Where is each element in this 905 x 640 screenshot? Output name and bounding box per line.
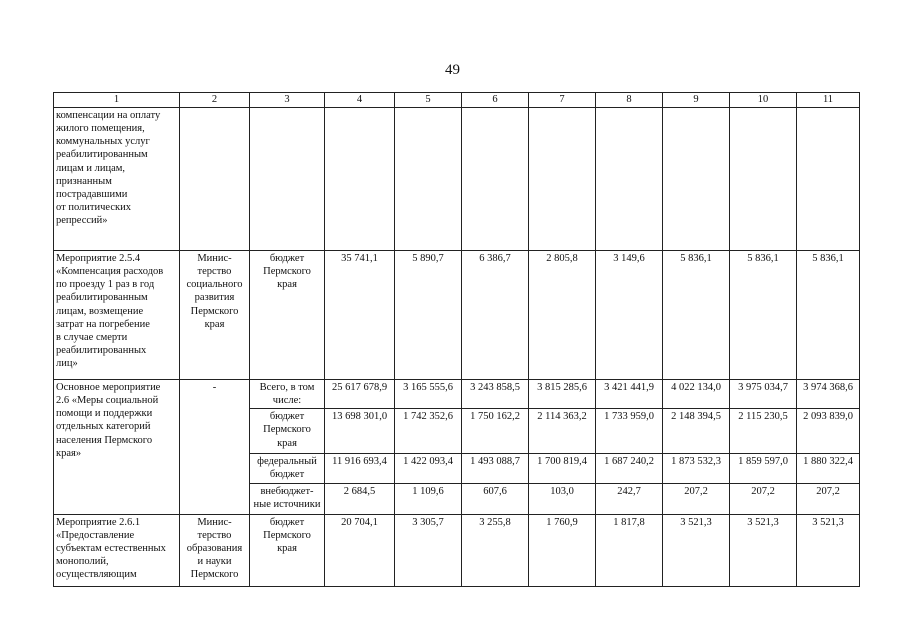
amount-cell bbox=[730, 108, 797, 251]
executor-cell bbox=[180, 380, 250, 515]
amount-cell: 1 733 959,0 bbox=[596, 409, 663, 454]
amount-cell: 607,6 bbox=[462, 483, 529, 514]
column-header: 10 bbox=[730, 93, 797, 108]
amount-cell bbox=[596, 108, 663, 251]
activity-name-cell bbox=[54, 380, 180, 515]
funding-source: внебюджет- ные источники bbox=[253, 485, 321, 510]
funding-source: бюджет Пермского края bbox=[263, 253, 311, 291]
executor-cell bbox=[180, 251, 250, 380]
table-row bbox=[54, 380, 860, 409]
header-row bbox=[54, 93, 860, 108]
activity-name-cell bbox=[54, 108, 180, 251]
amount-cell bbox=[529, 108, 596, 251]
amount-cell: 5 836,1 bbox=[730, 251, 797, 380]
amount-cell bbox=[663, 108, 730, 251]
amount-cell: 2 684,5 bbox=[325, 483, 395, 514]
amount-cell: 25 617 678,9 bbox=[325, 380, 395, 409]
amount-cell: 3 521,3 bbox=[730, 514, 797, 586]
amount-cell: 3 243 858,5 bbox=[462, 380, 529, 409]
amount-cell: 2 114 363,2 bbox=[529, 409, 596, 454]
amount-cell: 3 165 555,6 bbox=[395, 380, 462, 409]
activity-name-cell bbox=[54, 514, 180, 586]
amount-cell: 20 704,1 bbox=[325, 514, 395, 586]
funding-source: Всего, в том числе: bbox=[259, 382, 315, 407]
amount-cell bbox=[325, 108, 395, 251]
amount-cell: 4 022 134,0 bbox=[663, 380, 730, 409]
amount-cell: 3 521,3 bbox=[663, 514, 730, 586]
page-number: 49 bbox=[445, 62, 460, 78]
amount-cell: 2 805,8 bbox=[529, 251, 596, 380]
amount-cell bbox=[462, 108, 529, 251]
amount-cell: 1 109,6 bbox=[395, 483, 462, 514]
executor: Минис- терство социального развития Пермского края bbox=[186, 253, 243, 330]
table-row bbox=[54, 251, 860, 380]
amount-cell: 103,0 bbox=[529, 483, 596, 514]
amount-cell: 3 815 285,6 bbox=[529, 380, 596, 409]
amount-cell: 3 149,6 bbox=[596, 251, 663, 380]
executor: Минис- терство образования и науки Пермского bbox=[186, 516, 243, 580]
funding-source-cell bbox=[250, 251, 325, 380]
amount-cell: 1 422 093,4 bbox=[395, 454, 462, 483]
amount-cell: 5 836,1 bbox=[663, 251, 730, 380]
amount-cell: 3 974 368,6 bbox=[797, 380, 860, 409]
funding-source-cell bbox=[250, 514, 325, 586]
funding-source: бюджет Пермского края bbox=[263, 516, 311, 554]
activity-name: Мероприятие 2.6.1 «Предоставление субъектам естественных монополий, осуществляющим bbox=[56, 516, 166, 580]
amount-cell bbox=[797, 108, 860, 251]
funding-source-cell bbox=[250, 108, 325, 251]
amount-cell: 6 386,7 bbox=[462, 251, 529, 380]
column-header: 8 bbox=[596, 93, 663, 108]
executor-cell bbox=[180, 514, 250, 586]
amount-cell: 242,7 bbox=[596, 483, 663, 514]
amount-cell: 3 255,8 bbox=[462, 514, 529, 586]
funding-source-cell bbox=[250, 409, 325, 454]
amount-cell: 13 698 301,0 bbox=[325, 409, 395, 454]
amount-cell: 1 760,9 bbox=[529, 514, 596, 586]
activity-name-cell bbox=[54, 251, 180, 380]
column-header: 9 bbox=[663, 93, 730, 108]
column-header: 1 bbox=[54, 93, 180, 108]
column-header: 3 bbox=[250, 93, 325, 108]
table-row bbox=[54, 514, 860, 586]
column-header: 5 bbox=[395, 93, 462, 108]
amount-cell: 3 421 441,9 bbox=[596, 380, 663, 409]
executor-cell bbox=[180, 108, 250, 251]
amount-cell: 1 817,8 bbox=[596, 514, 663, 586]
amount-cell: 1 859 597,0 bbox=[730, 454, 797, 483]
table-row bbox=[54, 108, 860, 251]
column-header: 4 bbox=[325, 93, 395, 108]
amount-cell: 207,2 bbox=[663, 483, 730, 514]
amount-cell: 1 493 088,7 bbox=[462, 454, 529, 483]
amount-cell bbox=[395, 108, 462, 251]
amount-cell: 207,2 bbox=[797, 483, 860, 514]
activity-name: Основное мероприятие 2.6 «Меры социальной помощи и поддержки отдельных категорий населения Пермского края» bbox=[56, 382, 161, 459]
amount-cell: 3 521,3 bbox=[797, 514, 860, 586]
column-header: 11 bbox=[797, 93, 860, 108]
executor: - bbox=[212, 382, 217, 393]
amount-cell: 2 148 394,5 bbox=[663, 409, 730, 454]
amount-cell: 2 115 230,5 bbox=[730, 409, 797, 454]
amount-cell: 1 742 352,6 bbox=[395, 409, 462, 454]
funding-source: федеральный бюджет bbox=[257, 456, 317, 481]
amount-cell: 1 750 162,2 bbox=[462, 409, 529, 454]
funding-source: бюджет Пермского края bbox=[263, 411, 311, 449]
budget-table bbox=[53, 92, 860, 587]
amount-cell: 1 880 322,4 bbox=[797, 454, 860, 483]
amount-cell: 207,2 bbox=[730, 483, 797, 514]
column-header: 6 bbox=[462, 93, 529, 108]
amount-cell: 1 873 532,3 bbox=[663, 454, 730, 483]
column-header: 7 bbox=[529, 93, 596, 108]
funding-source-cell bbox=[250, 380, 325, 409]
amount-cell: 5 890,7 bbox=[395, 251, 462, 380]
amount-cell: 5 836,1 bbox=[797, 251, 860, 380]
amount-cell: 1 700 819,4 bbox=[529, 454, 596, 483]
amount-cell: 11 916 693,4 bbox=[325, 454, 395, 483]
amount-cell: 3 305,7 bbox=[395, 514, 462, 586]
amount-cell: 35 741,1 bbox=[325, 251, 395, 380]
funding-source-cell bbox=[250, 454, 325, 483]
funding-source-cell bbox=[250, 483, 325, 514]
amount-cell: 2 093 839,0 bbox=[797, 409, 860, 454]
activity-name: компенсации на оплату жилого помещения, коммунальных услуг реабилитированным лицам и лицам, признанным пострадавшими от политических репрессий» bbox=[56, 110, 161, 226]
amount-cell: 3 975 034,7 bbox=[730, 380, 797, 409]
amount-cell: 1 687 240,2 bbox=[596, 454, 663, 483]
activity-name: Мероприятие 2.5.4 «Компенсация расходов по проезду 1 раз в год реабилитированным лицам, возмещение затрат на погребение в случае смерти реабилитированных лиц» bbox=[56, 253, 164, 369]
column-header: 2 bbox=[180, 93, 250, 108]
